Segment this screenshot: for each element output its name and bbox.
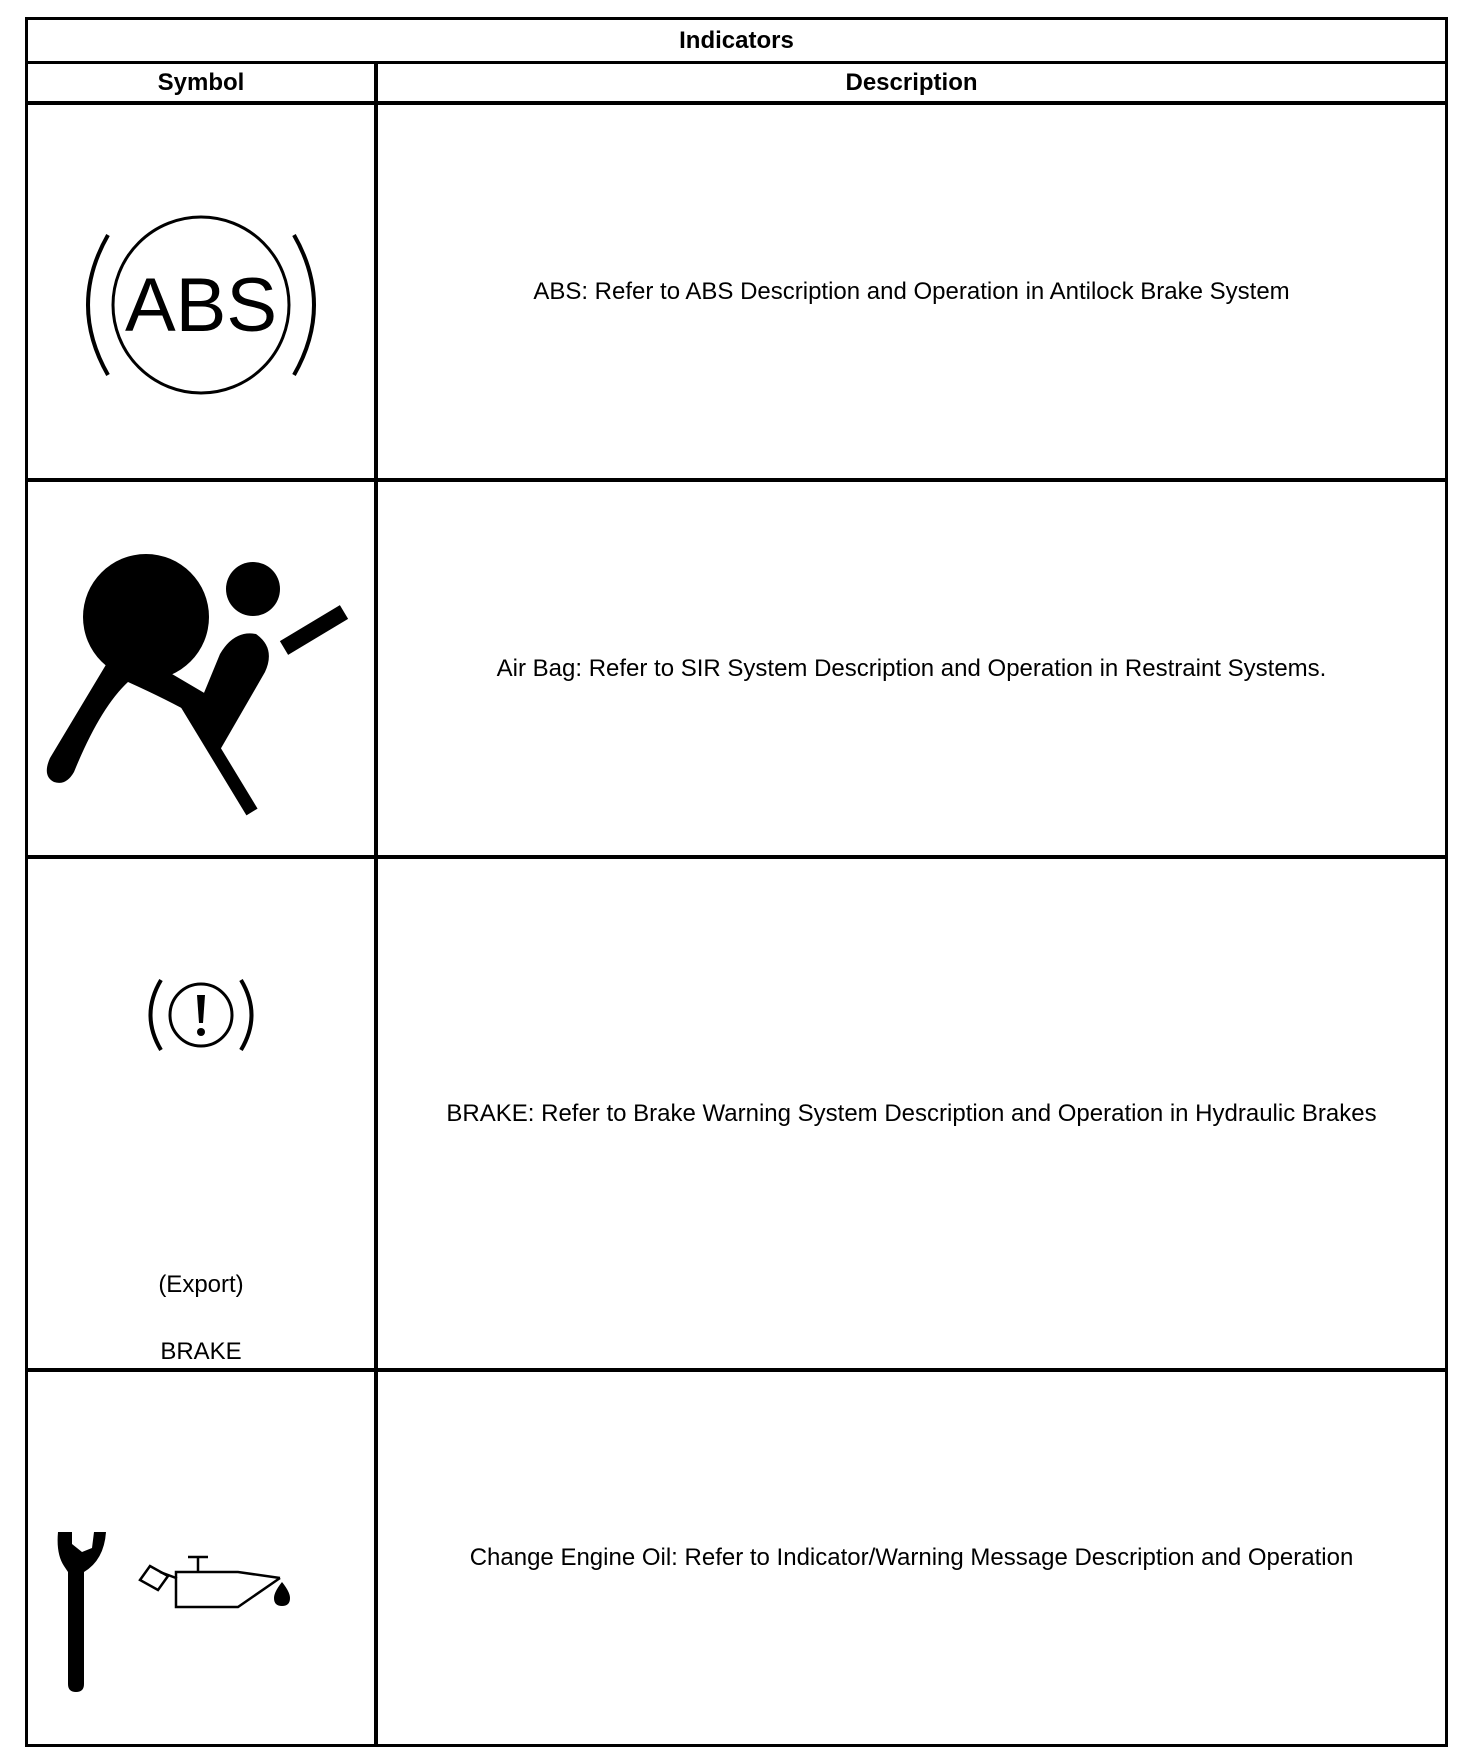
symbol-header: Symbol (157, 68, 245, 96)
symbol-cell (28, 482, 374, 855)
header-row (28, 64, 1445, 105)
indicators-table (25, 17, 1448, 1747)
description-cell: ABS: Refer to ABS Description and Operation in Antilock Brake System (533, 277, 1290, 305)
symbol-cell (28, 1372, 374, 1744)
description-cell: Change Engine Oil: Refer to Indicator/Warning Message Description and Operation (469, 1544, 1354, 1571)
description-cell: BRAKE: Refer to Brake Warning System Description and Operation in Hydraulic Brakes (446, 1099, 1377, 1127)
symbol-cell (28, 105, 374, 478)
abs-icon-text: ABS (124, 263, 278, 348)
table-row (28, 1372, 1445, 1744)
brake-warning-icon (28, 919, 374, 1119)
export-caption: (Export) (158, 1271, 244, 1298)
description-header: Description (845, 68, 978, 96)
description-cell: Air Bag: Refer to SIR System Description and Operation in Restraint Systems. (496, 654, 1327, 682)
abs-icon (28, 105, 374, 478)
table-row (28, 482, 1445, 855)
table-row (28, 859, 1445, 1368)
oil-can-icon (140, 1557, 280, 1607)
symbol-cell (28, 859, 374, 1368)
air-bag-icon (28, 482, 374, 855)
brake-caption: BRAKE (160, 1338, 242, 1365)
table-row (28, 105, 1445, 478)
table-title: Indicators (28, 20, 1445, 64)
wrench-oil-can-icon (28, 1372, 374, 1744)
